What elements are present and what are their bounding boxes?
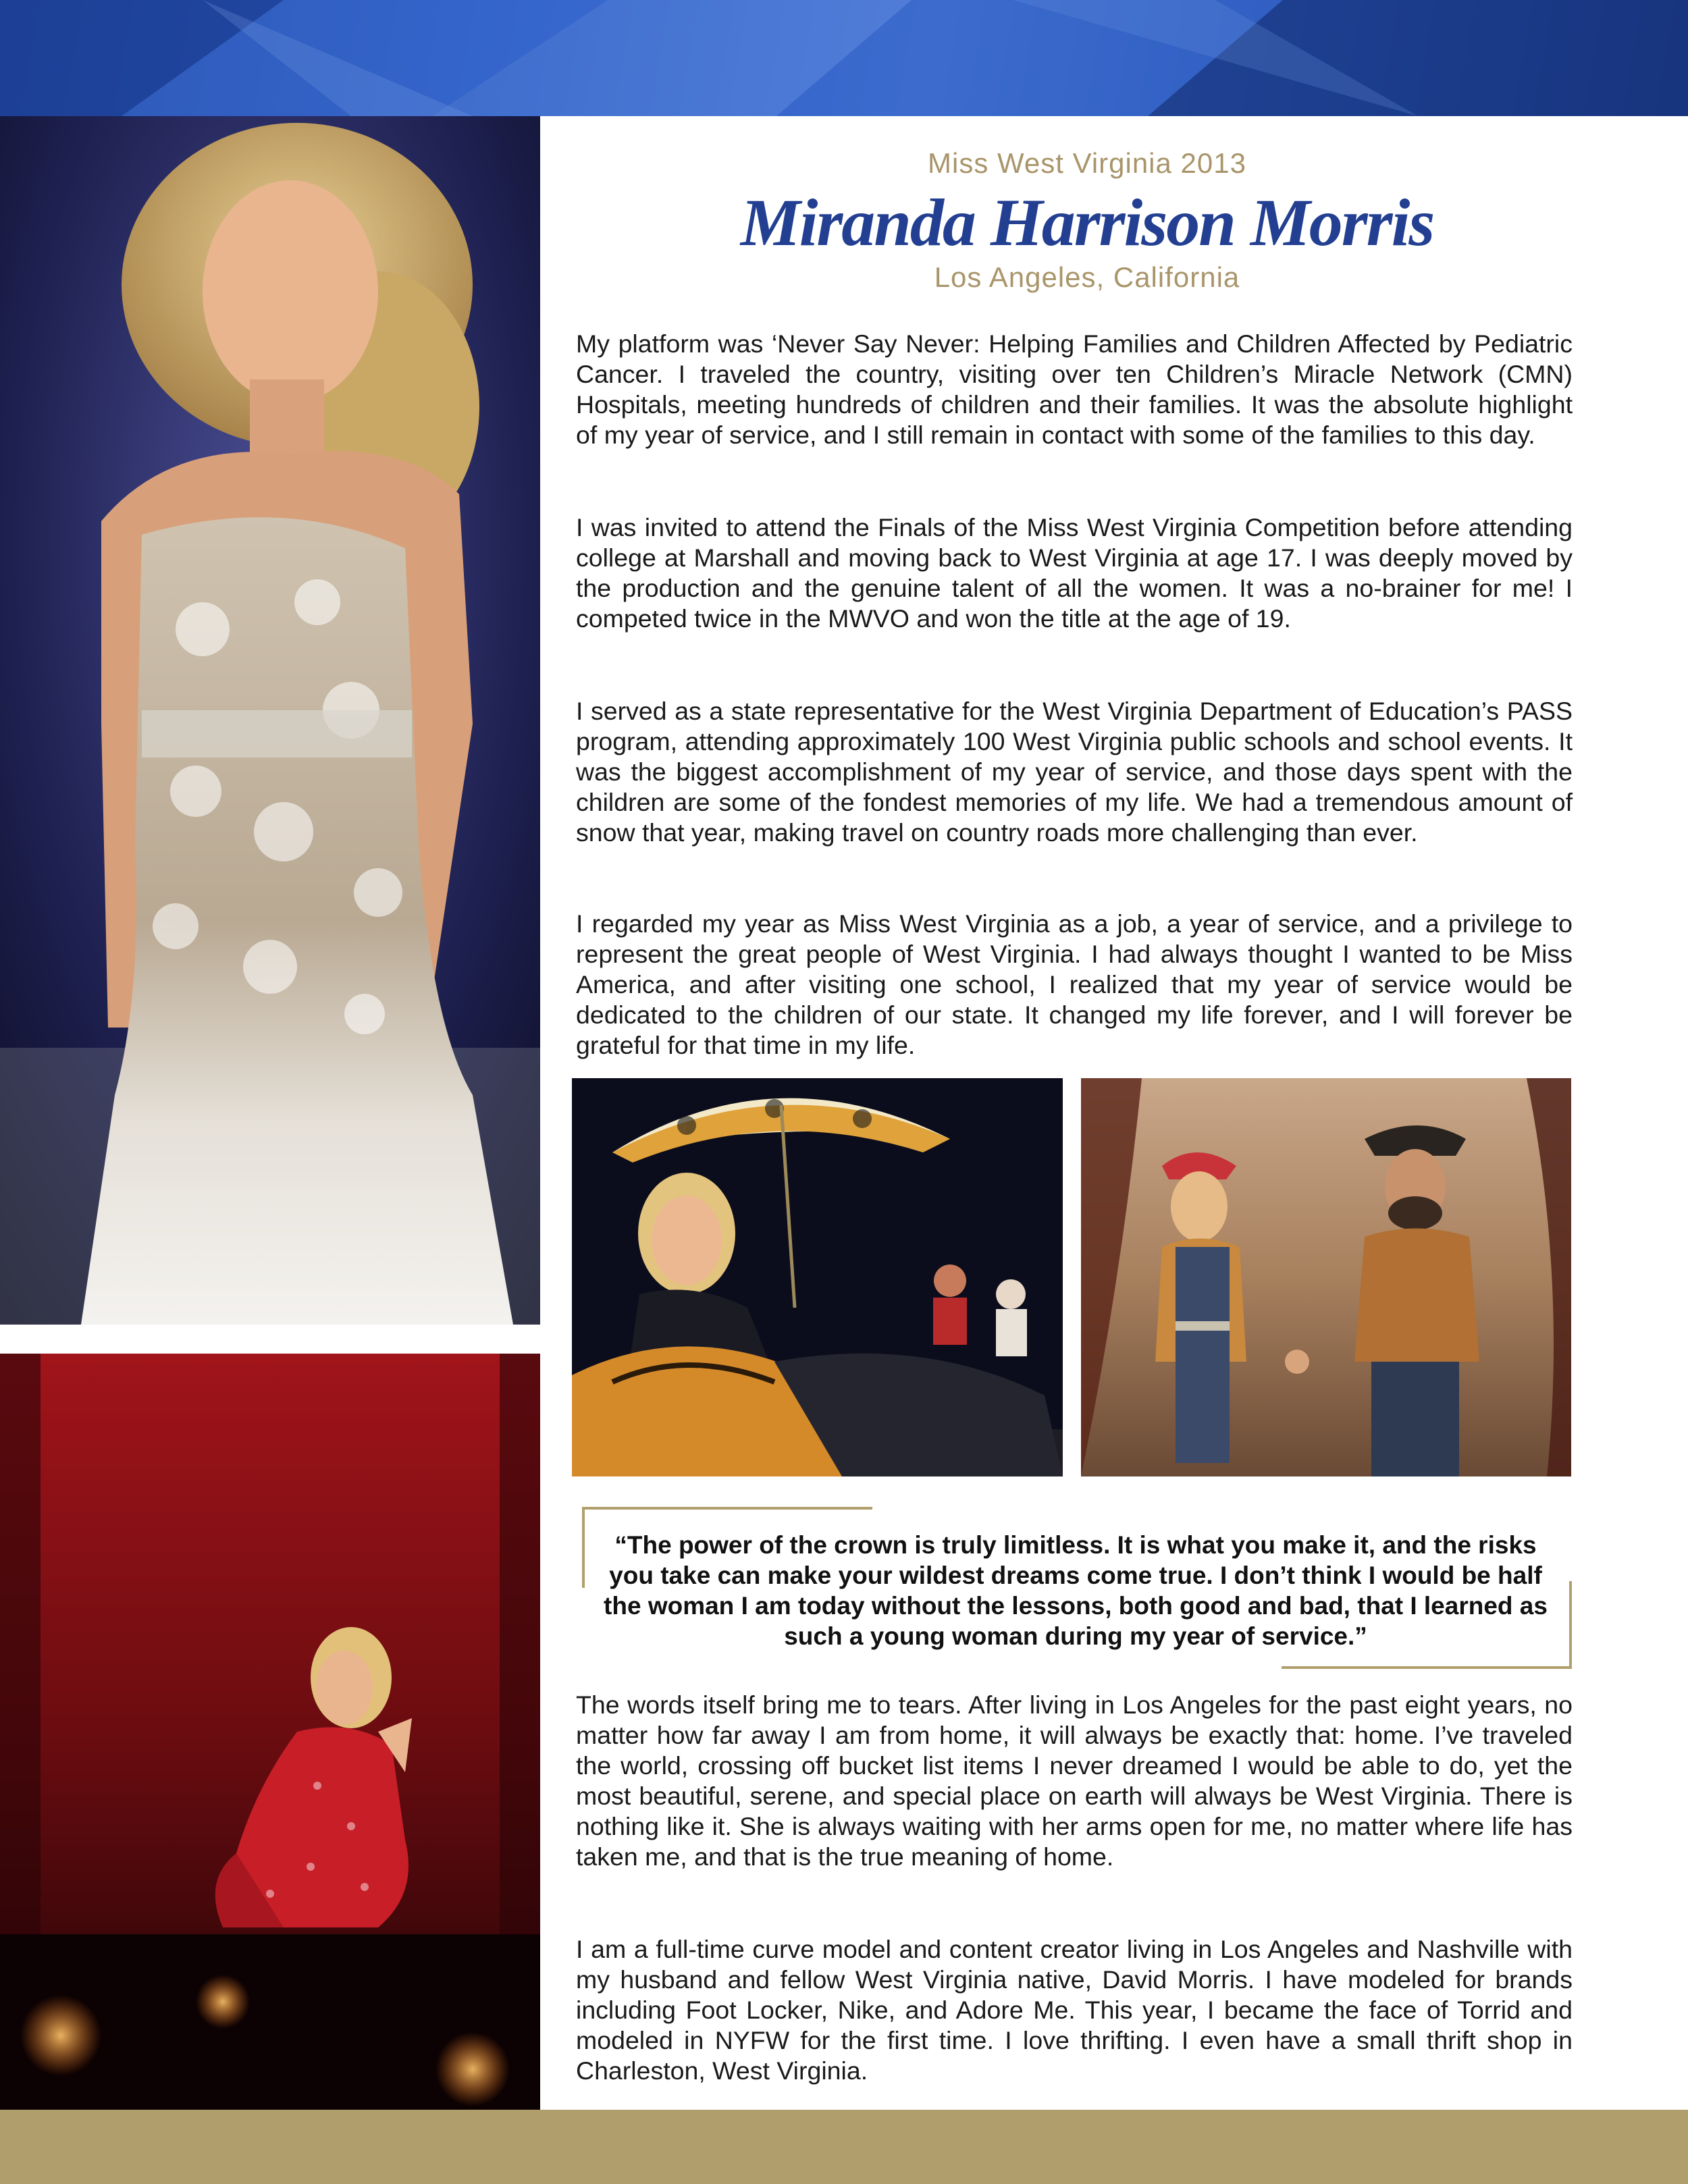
paragraph-career: I am a full-time curve model and content creator living in Los Angeles and Nashville with my husband and fellow West Virginia native, David Morris. I have modeled for brands including Foot Locker, Nike, and Adore Me. This year, I became the face of Torrid and modeled in NYFW for the first time. I love thrifting. I even have a small thrift shop in Charleston, West Virginia. xyxy=(576,1935,1573,2085)
photo-couple-desert xyxy=(1081,1078,1571,1476)
paragraph-service: I served as a state representative for the West Virginia Department of Education’s PASS program, attending approximately 100 West Virginia public schools and school events. It was the biggest accomplishment of my year of service, and those days spent with the children are some of the fondest memories of my life. We had a tremendous amount of snow that year, making travel on country roads more challenging than ever. xyxy=(576,697,1573,847)
top-banner xyxy=(0,0,1688,116)
subtitle-title-year: Miss West Virginia 2013 xyxy=(928,147,1246,179)
photo-parade-umbrella-image xyxy=(572,1078,1063,1476)
paragraph-reflection: I regarded my year as Miss West Virginia as a job, a year of service, and a privilege to represent the great people of West Virginia. I had always thought I wanted to be Miss America, and after visiting one school, I realized that my year of service would be dedicated to the children of our state. It changed my life forever, and I will forever be grateful for that time in my life. xyxy=(576,909,1573,1059)
quote-frame-top-line xyxy=(582,1507,872,1510)
photo-evening-gown xyxy=(0,116,540,1325)
photo-singing-performance-image xyxy=(0,1354,540,2110)
subtitle-location: Los Angeles, California xyxy=(934,261,1240,293)
photo-parade-umbrella xyxy=(572,1078,1063,1476)
page-title: Miranda Harrison Morris xyxy=(740,185,1434,260)
photo-singing-performance xyxy=(0,1354,540,2110)
photo-evening-gown-image xyxy=(0,116,540,1325)
quote-frame-bottom-line xyxy=(1282,1666,1572,1669)
quote-frame-left-line xyxy=(582,1507,585,1588)
paragraph-competition: I was invited to attend the Finals of the Miss West Virginia Competition before attending college at Marshall and moving back to West Virginia at age 17. I was deeply moved by the production and the genuine talent of all the women. It was a no-brainer for me! I competed twice in the MWVO and won the title at the age of 19. xyxy=(576,513,1573,633)
footer-bar xyxy=(0,2110,1688,2184)
quote-frame-right-line xyxy=(1569,1581,1572,1669)
paragraph-home: The words itself bring me to tears. After living in Los Angeles for the past eight years, no matter how far away I am from home, it will always be exactly that: home. I’ve traveled the world, crossing off bucket list items I never dreamed I would be able to do, yet the most beautiful, serene, and special place on earth will always be West Virginia. There is nothing like it. She is always waiting with her arms open for me, no matter where life has taken me, and that is the true meaning of home. xyxy=(576,1690,1573,1871)
paragraph-platform: My platform was ‘Never Say Never: Helping Families and Children Affected by Pediatric Cancer. I traveled the country, visiting over ten Children’s Miracle Network (CMN) Hospitals, meeting hundreds of children and their families. It was the absolute highlight of my year of service, and I still remain in contact with some of the families to this day. xyxy=(576,329,1573,449)
photo-couple-desert-image xyxy=(1081,1078,1571,1476)
banner-pattern xyxy=(0,0,1688,116)
pull-quote: “The power of the crown is truly limitless. It is what you make it, and the risks you take can make your wildest dreams come true. I don’t think I would be half the woman I am today without the lessons, both good and bad, that I learned as such a young woman during my year of service.” xyxy=(604,1531,1548,1650)
